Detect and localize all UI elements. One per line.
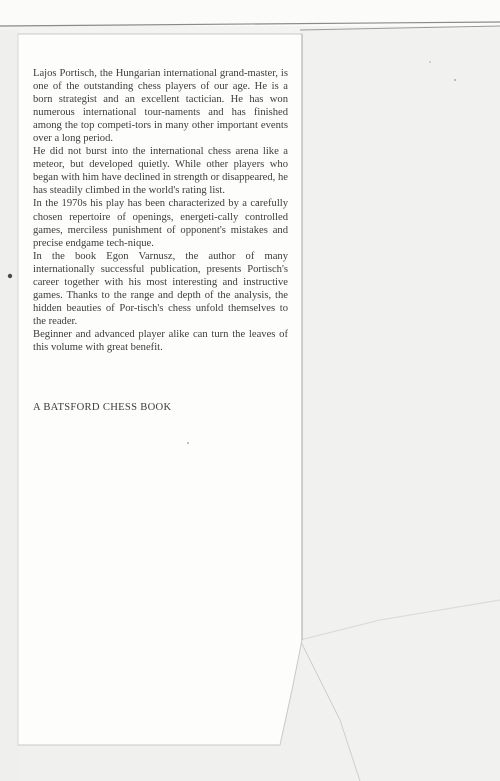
blurb-paragraph-4: In the book Egon Varnusz, the author of many internationally successful publication, presents Portisch's career together with his most interesting and instructive games. Thanks to the range and depth of the analysis, the hidden beauties of Por-tisch's chess unfold themselves to the reader. xyxy=(33,250,288,327)
blurb-text xyxy=(33,67,288,354)
blurb-paragraph-5: Beginner and advanced player alike can turn the leaves of this volume with great benefit. xyxy=(33,328,288,353)
publisher-imprint: A BATSFORD CHESS BOOK xyxy=(33,402,172,413)
blurb-paragraph-2: He did not burst into the international chess arena like a meteor, but developed quietly. While other players who began with him have declined in strength or disappeared, he has steadily climbed in the world's rating list. xyxy=(33,146,288,197)
blurb-paragraph-1: Lajos Portisch, the Hungarian international grand-master, is one of the outstanding chess players of our age. He is a born strategist and an excellent tactician. He has won numerous international tour-naments and has finished among the top competi-tors in many other important events over a long period. xyxy=(33,68,288,145)
blurb-paragraph-3: In the 1970s his play has been characterized by a carefully chosen repertoire of openings, energeti-cally controlled games, merciless punishment of opponent's mistakes and precise endgame tech-nique. xyxy=(33,198,288,249)
